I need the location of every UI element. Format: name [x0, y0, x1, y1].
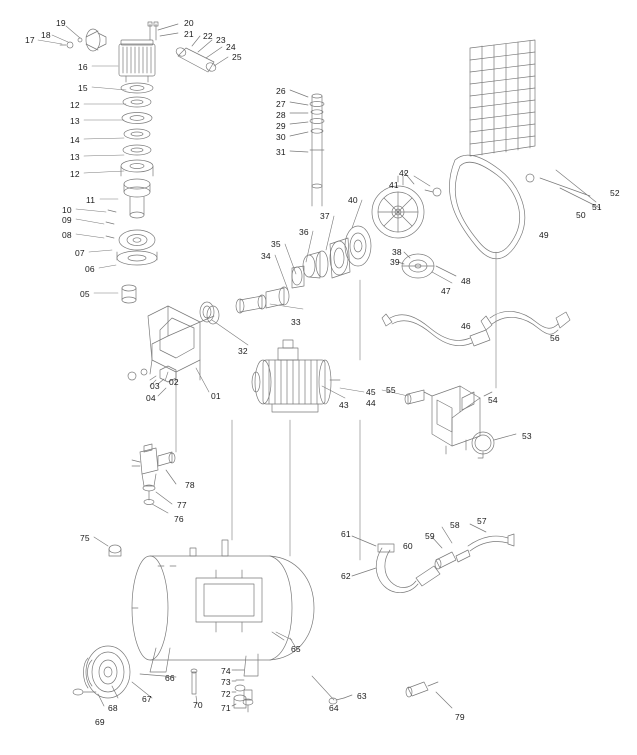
callout-12-upper: 12	[70, 100, 80, 110]
callout-24: 24	[226, 42, 236, 52]
callout-28: 28	[276, 110, 286, 120]
callout-74: 74	[221, 666, 231, 676]
callout-63: 63	[357, 691, 367, 701]
callout-57: 57	[477, 516, 487, 526]
callout-26: 26	[276, 86, 286, 96]
callout-02: 02	[169, 377, 179, 387]
callout-04: 04	[146, 393, 156, 403]
callout-03: 03	[150, 381, 160, 391]
callout-60: 60	[403, 541, 413, 551]
callout-01: 01	[211, 391, 221, 401]
callout-75: 75	[80, 533, 90, 543]
callout-34: 34	[261, 251, 271, 261]
callout-52: 52	[610, 188, 620, 198]
callout-54: 54	[488, 395, 498, 405]
callout-22: 22	[203, 31, 213, 41]
callout-40: 40	[348, 195, 358, 205]
callout-53: 53	[522, 431, 532, 441]
callout-31: 31	[276, 147, 286, 157]
callout-51: 51	[592, 202, 602, 212]
callout-16: 16	[78, 62, 88, 72]
callout-49: 49	[539, 230, 549, 240]
callout-06: 06	[85, 264, 95, 274]
callout-67: 67	[142, 694, 152, 704]
callout-45: 45	[366, 387, 376, 397]
callout-78: 78	[185, 480, 195, 490]
callout-44: 44	[366, 398, 376, 408]
callout-61: 61	[341, 529, 351, 539]
callout-43: 43	[339, 400, 349, 410]
callout-48: 48	[461, 276, 471, 286]
callout-47: 47	[441, 286, 451, 296]
callout-38: 38	[392, 247, 402, 257]
callout-62: 62	[341, 571, 351, 581]
callout-36: 36	[299, 227, 309, 237]
callout-23: 23	[216, 35, 226, 45]
callout-77: 77	[177, 500, 187, 510]
callout-72: 72	[221, 689, 231, 699]
callout-33: 33	[291, 317, 301, 327]
callout-56: 56	[550, 333, 560, 343]
callout-55: 55	[386, 385, 396, 395]
callout-65: 65	[291, 644, 301, 654]
callout-64: 64	[329, 703, 339, 713]
callout-66: 66	[165, 673, 175, 683]
callout-14: 14	[70, 135, 80, 145]
callout-42: 42	[399, 168, 409, 178]
callout-32: 32	[238, 346, 248, 356]
callout-46: 46	[461, 321, 471, 331]
callout-68: 68	[108, 703, 118, 713]
callout-17: 17	[25, 35, 35, 45]
callout-27: 27	[276, 99, 286, 109]
callout-19: 19	[56, 18, 66, 28]
callout-35: 35	[271, 239, 281, 249]
callout-18: 18	[41, 30, 51, 40]
callout-76: 76	[174, 514, 184, 524]
callout-08: 08	[62, 230, 72, 240]
callout-41: 41	[389, 180, 399, 190]
callout-39: 39	[390, 257, 400, 267]
callout-20: 20	[184, 18, 194, 28]
callout-50: 50	[576, 210, 586, 220]
callout-15: 15	[78, 83, 88, 93]
callout-30: 30	[276, 132, 286, 142]
callout-37: 37	[320, 211, 330, 221]
callout-11: 11	[86, 195, 96, 205]
callout-58: 58	[450, 520, 460, 530]
callout-79: 79	[455, 712, 465, 722]
callout-21: 21	[184, 29, 194, 39]
callout-71: 71	[221, 703, 231, 713]
callout-10: 10	[62, 205, 72, 215]
callout-07: 07	[75, 248, 85, 258]
callout-70: 70	[193, 700, 203, 710]
callout-73: 73	[221, 677, 231, 687]
callout-59: 59	[425, 531, 435, 541]
callout-05: 05	[80, 289, 90, 299]
callout-13-upper: 13	[70, 116, 80, 126]
callout-25: 25	[232, 52, 242, 62]
callout-09: 09	[62, 215, 72, 225]
callout-69: 69	[95, 717, 105, 727]
callout-12-lower: 12	[70, 169, 80, 179]
callout-29: 29	[276, 121, 286, 131]
callout-13-lower: 13	[70, 152, 80, 162]
